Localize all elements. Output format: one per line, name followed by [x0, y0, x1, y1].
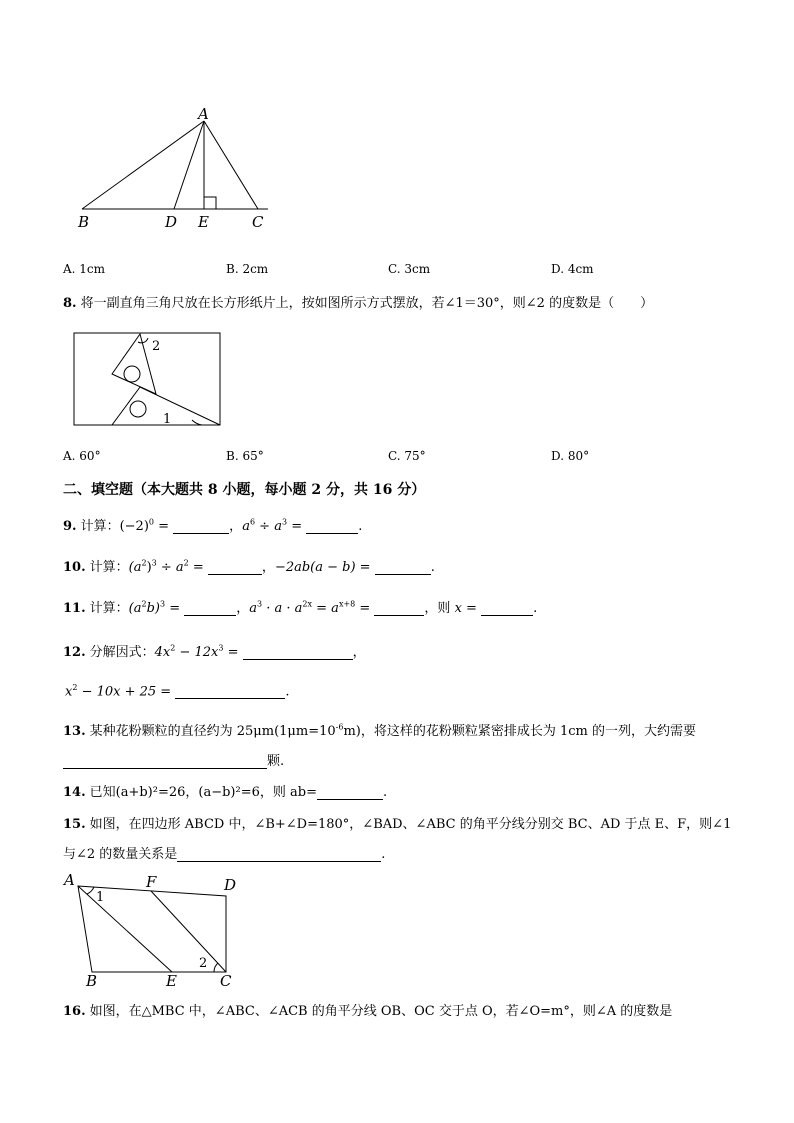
quad-label-b: B [86, 972, 98, 990]
quad-angle-2: 2 [199, 956, 208, 971]
quad-label-a: A [64, 871, 75, 889]
quad-label-f: F [146, 873, 157, 891]
q13-line2: 颗. [63, 750, 284, 769]
q7-option-b: B. 2cm [226, 262, 269, 276]
label-a: A [198, 105, 209, 123]
q15-blank[interactable] [177, 847, 381, 862]
q8-text: 8. 将一副直角三角尺放在长方形纸片上，按如图所示方式摆放，若∠1＝30°，则∠2 的度数是（ ） [63, 296, 654, 311]
q10-blank-1[interactable] [208, 560, 262, 575]
q11-blank-3[interactable] [481, 601, 533, 616]
quad-label-e: E [166, 972, 177, 990]
q14-text: 14. 已知(a+b)²=26，(a−b)²=6，则 ab= . [63, 785, 388, 800]
q10-text: 10. 计算：$(a^2)^3 \div a^2$ = ，−2ab(a − b) = . [63, 558, 435, 575]
q12-blank-2[interactable] [175, 684, 285, 699]
q13-blank[interactable] [63, 754, 267, 769]
q9-blank-2[interactable] [306, 519, 358, 534]
q15-line2: 与∠2 的数量关系是 . [63, 847, 386, 862]
q8-option-c: C. 75° [388, 449, 426, 463]
quad-label-d: D [224, 876, 237, 894]
q10-blank-2[interactable] [375, 560, 431, 575]
q9-blank-1[interactable] [173, 519, 229, 534]
q11-blank-2[interactable] [374, 601, 424, 616]
q12-blank-1[interactable] [243, 645, 353, 660]
q15-text: 15. 如图，在四边形 ABCD 中，∠B+∠D=180°，∠BAD、∠ABC 的角平分线分别交 BC、AD 于点 E、F，则∠1 [63, 817, 732, 832]
q12-text: 12. 分解因式：$4x^2 - 12x^3$ = ， [63, 643, 366, 660]
q14-blank[interactable] [317, 785, 383, 800]
section-title: 二、填空题（本大题共 8 小题，每小题 2 分，共 16 分） [63, 482, 426, 498]
quad-label-c: C [220, 972, 232, 990]
label-b: B [78, 213, 90, 231]
figure-set-squares [72, 330, 224, 428]
q11-text: 11. 计算：$(a^2b)^3$ = ，$a^3 \cdot a \cdot a^{2x} = a^{x+8}$ = ，则 x = . [63, 599, 538, 616]
q7-option-d: D. 4cm [551, 262, 594, 276]
label-d: D [165, 213, 178, 231]
q7-option-c: C. 3cm [388, 262, 431, 276]
q12-text-line2: $x^2 - 10x + 25$ = . [65, 683, 290, 700]
angle-2-label: 2 [152, 339, 161, 354]
q11-blank-1[interactable] [184, 601, 236, 616]
angle-1-label: 1 [163, 412, 172, 427]
figure-triangle-abc [70, 105, 290, 235]
q7-option-a: A. 1cm [63, 262, 106, 276]
figure-quadrilateral-abcd [58, 868, 248, 990]
q8-option-b: B. 65° [226, 449, 264, 463]
q13-text: 13. 某种花粉颗粒的直径约为 $25\mu m(1\mu m=10^{-6}m)$，将这样的花粉颗粒紧密排成长为 1cm 的一列，大约需要 [63, 722, 696, 739]
q9-text: 9. 计算：$(-2)^0$ = ，$a^6 \div a^3$ = . [63, 517, 363, 534]
q8-option-a: A. 60° [63, 449, 101, 463]
label-e: E [198, 213, 209, 231]
q8-option-d: D. 80° [551, 449, 590, 463]
label-c: C [252, 213, 264, 231]
q16-text: 16. 如图，在△MBC 中，∠ABC、∠ACB 的角平分线 OB、OC 交于点 O，若∠O=m°，则∠A 的度数是 [63, 1004, 673, 1019]
quad-angle-1: 1 [96, 890, 105, 905]
